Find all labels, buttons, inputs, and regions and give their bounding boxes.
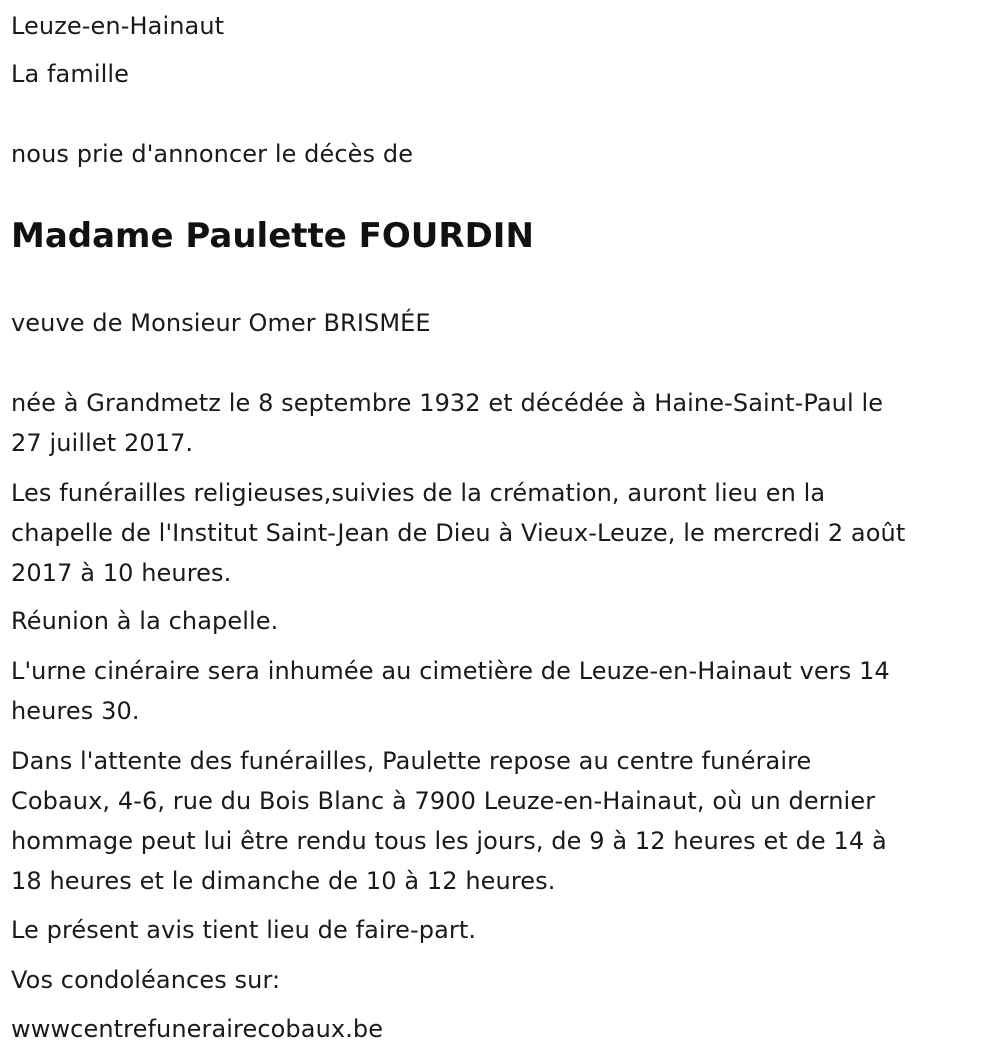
meeting-line: Réunion à la chapelle. — [11, 607, 279, 635]
urn-line-2: heures 30. — [11, 697, 140, 725]
visitation-line-1: Dans l'attente des funérailles, Paulette repose au centre funéraire — [11, 747, 812, 775]
birth-death-line-2: 27 juillet 2017. — [11, 429, 194, 457]
family-line: La famille — [11, 60, 130, 88]
visitation-line-4: 18 heures et le dimanche de 10 à 12 heures. — [11, 867, 556, 895]
deceased-name: Madame Paulette FOURDIN — [11, 216, 534, 256]
website-link[interactable]: wwwcentrefunerairecobaux.be — [11, 1015, 384, 1043]
location-line: Leuze-en-Hainaut — [11, 12, 225, 40]
notice-line: Le présent avis tient lieu de faire-part. — [11, 916, 477, 944]
birth-death-line-1: née à Grandmetz le 8 septembre 1932 et décédée à Haine-Saint-Paul le — [11, 389, 884, 417]
visitation-line-2: Cobaux, 4-6, rue du Bois Blanc à 7900 Leuze-en-Hainaut, où un dernier — [11, 787, 876, 815]
funeral-line-3: 2017 à 10 heures. — [11, 559, 232, 587]
announce-line: nous prie d'annoncer le décès de — [11, 140, 414, 168]
spouse-line: veuve de Monsieur Omer BRISMÉE — [11, 309, 431, 337]
condolences-label: Vos condoléances sur: — [11, 966, 281, 994]
funeral-line-2: chapelle de l'Institut Saint-Jean de Dieu à Vieux-Leuze, le mercredi 2 août — [11, 519, 906, 547]
urn-line-1: L'urne cinéraire sera inhumée au cimetière de Leuze-en-Hainaut vers 14 — [11, 657, 890, 685]
visitation-line-3: hommage peut lui être rendu tous les jours, de 9 à 12 heures et de 14 à — [11, 827, 887, 855]
funeral-line-1: Les funérailles religieuses,suivies de la crémation, auront lieu en la — [11, 479, 826, 507]
